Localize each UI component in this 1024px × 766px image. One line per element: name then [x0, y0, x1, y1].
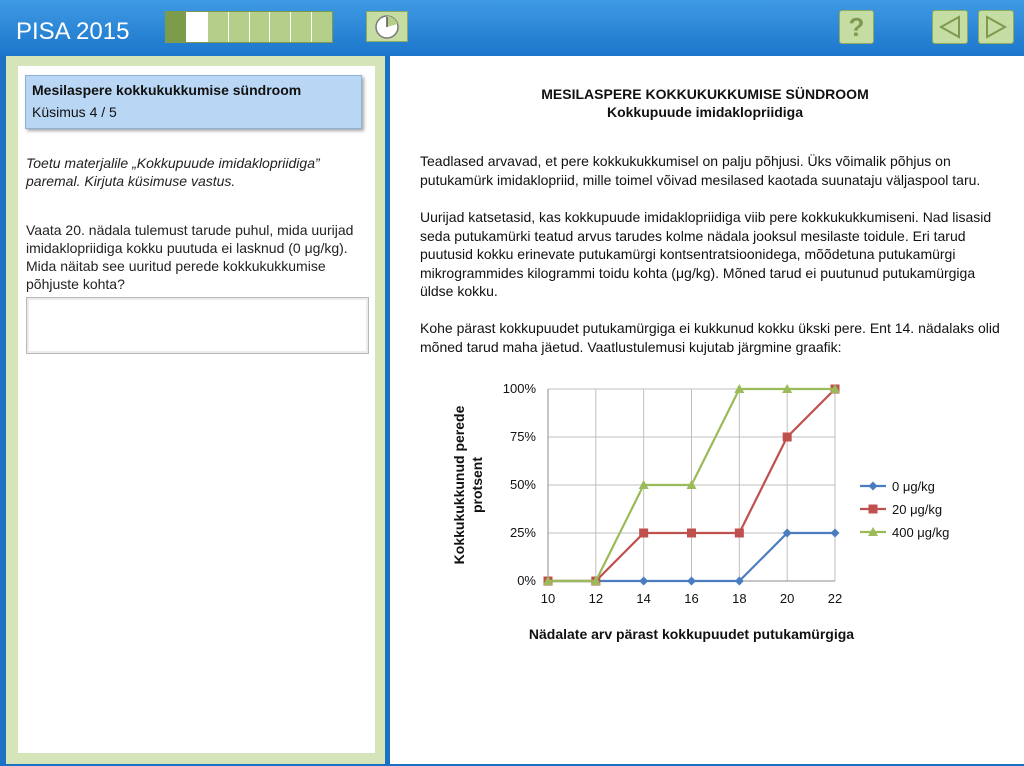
- x-tick-label: 18: [732, 591, 747, 606]
- back-button[interactable]: [932, 10, 968, 44]
- paragraph-3: Kohe pärast kokkupuudet putukamürgiga ei kukkunud kokku ükski pere. Ent 14. nädalaks olid mõned tarud maha jäetud. Vaatlustulemusi kujutab järgmine graafik:: [420, 320, 1000, 355]
- stimulus-panel: [390, 56, 1024, 764]
- progress-segment: [312, 12, 332, 42]
- progress-bar: [165, 11, 333, 43]
- progress-segment: [187, 12, 208, 42]
- brand-title: PISA 2015: [16, 18, 130, 45]
- instruction-text: Toetu materjalile „Kokkupuude imidaklopriidiga” paremal. Kirjuta küsimuse vastus.: [26, 155, 320, 189]
- data-point: [687, 577, 696, 586]
- legend-label: 0 μg/kg: [892, 479, 935, 494]
- line-chart: [390, 56, 1024, 656]
- triangle-left-icon: [937, 14, 963, 40]
- y-tick-label: 0%: [517, 573, 536, 588]
- top-bar: [0, 0, 1024, 56]
- clock-icon: [374, 14, 400, 40]
- question-header: [25, 75, 362, 129]
- y-tick-label: 100%: [502, 381, 536, 396]
- x-tick-label: 16: [684, 591, 699, 606]
- help-button[interactable]: [839, 10, 874, 44]
- paragraph-2: Uurijad katsetasid, kas kokkupuude imidaklopriidiga viib pere kokkukukkumiseni. Nad lisasid seda putukamürki teatud arvus tarudes kolme nädala jooksul mesilaste toidule. Eri tarud puutusid kokku erinevate putukamürgi kontsentratsioonidega, mõõdetuna putukamürgi mikrogrammides kilogrammi toidu kohta (μg/kg). Mõned tarud ei puutunud putukamürgiga üldse kokku.: [420, 209, 992, 299]
- stimulus-title-line2: Kokkupuude imidaklopriidiga: [606, 104, 804, 120]
- data-point: [869, 505, 878, 514]
- y-axis-label-line2: protsent: [469, 457, 485, 513]
- y-tick-label: 50%: [509, 477, 536, 492]
- y-tick-label: 25%: [509, 525, 536, 540]
- paragraph-1: Teadlased arvavad, et pere kokkukukkumisel on palju põhjusi. Üks võimalik põhjus on putukamürk imidaklopriid, mille toimel võivad mesilased kaotada suunataju väljaspool taru.: [420, 153, 981, 188]
- answer-input[interactable]: [26, 297, 369, 354]
- y-axis-label-line1: Kokkukukkunud perede: [451, 405, 467, 565]
- data-point: [639, 529, 648, 538]
- x-tick-label: 22: [827, 591, 843, 606]
- timer-button[interactable]: [366, 11, 408, 42]
- question-panel-content: [18, 66, 375, 753]
- data-point: [735, 529, 744, 538]
- progress-segment: [291, 12, 312, 42]
- question-text: Vaata 20. nädala tulemust tarude puhul, mida uurijad imidaklopriidiga kokku puutuda ei lasknud (0 μg/kg). Mida näitab see uuritud perede kokkukukkumise põhjuste kohta?: [26, 222, 354, 292]
- next-button[interactable]: [978, 10, 1014, 44]
- question-number: Küsimus 4 / 5: [32, 104, 117, 120]
- progress-segment: [166, 12, 187, 42]
- data-point: [687, 529, 696, 538]
- x-tick-label: 10: [540, 591, 556, 606]
- unit-title: Mesilaspere kokkukukkumise sündroom: [32, 82, 302, 98]
- data-point: [639, 577, 648, 586]
- x-axis-label: Nädalate arv pärast kokkupuudet putukamürgiga: [528, 626, 855, 642]
- progress-segment: [229, 12, 250, 42]
- question-icon: ?: [848, 11, 865, 42]
- triangle-right-icon: [983, 14, 1009, 40]
- progress-segment: [208, 12, 229, 42]
- progress-segment: [250, 12, 271, 42]
- legend-label: 20 μg/kg: [892, 502, 943, 517]
- data-point: [783, 433, 792, 442]
- x-tick-label: 12: [588, 591, 604, 606]
- x-tick-label: 20: [779, 591, 795, 606]
- progress-segment: [270, 12, 291, 42]
- data-point: [831, 529, 840, 538]
- y-tick-label: 75%: [509, 429, 536, 444]
- legend-label: 400 μg/kg: [892, 525, 950, 540]
- question-panel: [6, 56, 385, 764]
- stimulus-title-line1: MESILASPERE KOKKUKUKKUMISE SÜNDROOM: [541, 86, 869, 102]
- data-point: [869, 482, 878, 491]
- x-tick-label: 14: [636, 591, 651, 606]
